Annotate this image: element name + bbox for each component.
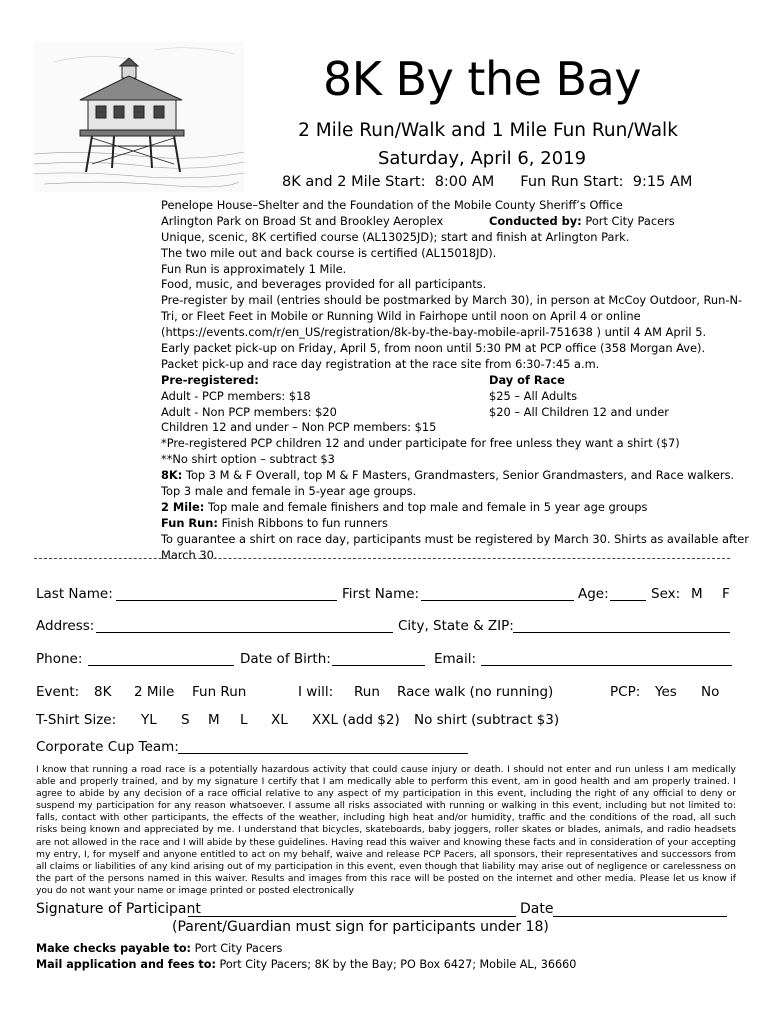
option-race-walk[interactable]: Race walk (no running) <box>397 684 554 700</box>
email-label: Email: <box>434 651 477 667</box>
tshirt-option-xl[interactable]: XL <box>271 712 288 728</box>
fees-line-2a: Adult - Non PCP members: $20 <box>161 404 337 419</box>
awards-line-1 <box>161 468 734 484</box>
awards-funrun-label: Fun Run: <box>161 515 218 530</box>
registration-line-1: Pre-register by mail (entries should be postmarked by March 30), in person at McCoy Outdoor, Run-N- <box>161 293 743 308</box>
fees-line-5: **No shirt option – subtract $3 <box>161 452 335 467</box>
corporate-cup-label: Corporate Cup Team: <box>36 739 179 755</box>
first-name-label: First Name: <box>342 586 420 602</box>
city-state-zip-label: City, State & ZIP: <box>398 618 514 634</box>
event-option-8k[interactable]: 8K <box>94 684 112 700</box>
awards-2mile-label: 2 Mile: <box>161 499 205 514</box>
start-8k: 8K and 2 Mile Start: 8:00 AM <box>282 174 495 190</box>
fees-day-of-race-heading: Day of Race <box>489 372 565 387</box>
awards-8k-label: 8K: <box>161 468 183 483</box>
awards-2mile-text: Top male and female finishers and top male and female in 5 year age groups <box>204 499 648 514</box>
tshirt-size-label: T-Shirt Size: <box>36 712 117 728</box>
sex-option-f[interactable]: F <box>722 586 730 602</box>
benefits-text: Penelope House–Shelter and the Foundation of the Mobile County Sheriff’s Office <box>161 198 623 212</box>
mail-application-label: Mail application and fees to: <box>36 958 216 971</box>
event-subtitle: 2 Mile Run/Walk and 1 Mile Fun Run/Walk <box>298 120 678 141</box>
address-label: Address: <box>36 618 95 634</box>
fees-line-1b: $25 – All Adults <box>489 388 578 403</box>
location-text: Arlington Park on Broad St and Brookley Aeroplex <box>161 213 444 228</box>
course-line-1: Unique, scenic, 8K certified course (AL13025JD); start and finish at Arlington Park. <box>161 229 630 244</box>
party-text: Food, music, and beverages provided for all participants. <box>161 277 487 292</box>
registration-line-4: Early packet pick-up on Friday, April 5, from noon until 5:30 PM at PCP office (358 Morgan Ave). <box>161 341 706 356</box>
date-label: Date <box>520 901 554 917</box>
checks-payable-label: Make checks payable to: <box>36 942 192 955</box>
start-fun-run: Fun Run Start: 9:15 AM <box>520 174 693 190</box>
corporate-cup-field[interactable] <box>178 740 468 754</box>
fees-line-3: Children 12 and under – Non PCP members: $15 <box>161 420 437 435</box>
address-field[interactable] <box>96 619 393 633</box>
tshirt-option-yl[interactable]: YL <box>141 712 157 728</box>
awards-line-4 <box>161 516 388 532</box>
start-times <box>282 172 692 192</box>
tshirt-option-xxl[interactable]: XXL (add $2) <box>312 712 400 728</box>
option-run[interactable]: Run <box>354 684 380 700</box>
checks-payable-line <box>36 942 282 955</box>
event-date: Saturday, April 6, 2019 <box>377 148 587 169</box>
event-label: Event: <box>36 684 80 700</box>
first-name-field[interactable] <box>421 587 574 601</box>
conducted-label: Conducted by: <box>489 213 582 228</box>
sex-option-m[interactable]: M <box>691 586 703 602</box>
phone-label: Phone: <box>36 651 83 667</box>
fees-line-2b: $20 – All Children 12 and under <box>489 404 669 419</box>
checks-payable-text: Port City Pacers <box>194 942 283 955</box>
dob-field[interactable] <box>332 652 425 666</box>
phone-field[interactable] <box>88 652 234 666</box>
tshirt-option-m[interactable]: M <box>208 712 220 728</box>
registration-line-3: (https://events.com/r/en_US/registration/8k-by-the-bay-mobile-april-751638 ) until 4 AM April 5. <box>161 325 707 340</box>
pcp-option-yes[interactable]: Yes <box>655 684 677 700</box>
age-field[interactable] <box>610 587 646 601</box>
pcp-option-no[interactable]: No <box>701 684 720 700</box>
course-line-3: Fun Run is approximately 1 Mile. <box>161 261 347 276</box>
awards-line-2: Top 3 male and female in 5-year age groups. <box>161 484 417 499</box>
event-option-2mile[interactable]: 2 Mile <box>134 684 175 700</box>
awards-8k-text: Top 3 M & F Overall, top M & F Masters, Grandmasters, Senior Grandmasters, and Race walkers. <box>182 468 735 483</box>
shirts-line-1: To guarantee a shirt on race day, participants must be registered by March 30. Shirts as available after <box>161 531 749 546</box>
last-name-label: Last Name: <box>36 586 113 602</box>
fees-preregistered-heading: Pre-registered: <box>161 372 259 387</box>
email-field[interactable] <box>481 652 732 666</box>
signature-field[interactable] <box>188 903 516 917</box>
fees-line-4: *Pre-registered PCP children 12 and under participate for free unless they want a shirt ($7) <box>161 436 680 451</box>
signature-label: Signature of Participant <box>36 901 201 917</box>
iwill-label: I will: <box>298 684 334 700</box>
city-state-zip-field[interactable] <box>513 619 730 633</box>
last-name-field[interactable] <box>116 587 337 601</box>
conducted-by <box>489 214 675 230</box>
registration-line-2: Tri, or Fleet Feet in Mobile or Running Wild in Fairhope until noon on April 4 or online <box>161 309 641 324</box>
tshirt-option-s[interactable]: S <box>181 712 190 728</box>
signature-date-field[interactable] <box>553 903 727 917</box>
conducted-text: Port City Pacers <box>585 213 675 228</box>
age-label: Age: <box>578 586 609 602</box>
tshirt-option-none[interactable]: No shirt (subtract $3) <box>414 712 560 728</box>
shirts-line-2: March 30. <box>161 547 218 562</box>
awards-line-3 <box>161 500 647 516</box>
lighthouse-sketch-image <box>34 42 244 192</box>
event-title: 8K By the Bay <box>322 52 642 106</box>
mail-application-text: Port City Pacers; 8K by the Bay; PO Box 6427; Mobile AL, 36660 <box>219 958 577 971</box>
mail-application-line <box>36 958 576 971</box>
cut-line-divider <box>34 558 730 559</box>
guardian-note: (Parent/Guardian must sign for participants under 18) <box>172 919 549 935</box>
registration-line-5: Packet pick-up and race day registration at the race site from 6:30-7:45 a.m. <box>161 356 600 371</box>
awards-funrun-text: Finish Ribbons to fun runners <box>217 515 388 530</box>
course-line-2: The two mile out and back course is certified (AL15018JD). <box>161 245 497 260</box>
liability-waiver-text: I know that running a road race is a potentially hazardous activity that could cause injury or death. I should not enter and run unless I am medically able and properly trained, and by my signature I certify that I am medically able to perform this event, am in good health and am properly trained. I agree to abide by any decision of a race official relative to any aspect of my participation in this event, including the right of any official to deny or suspend my participation for any reason whatsoever. I assume all risks associated with running or walking in this event, including but not limited to: falls, contact with other participants, the effects of the weather, including high heat and/or humidity, traffic and the conditions of the road, all such risks being known and appreciated by me. I understand that bicycles, skateboards, baby joggers, roller skates or blades, animals, and radio headsets are not allowed in the race and I will abide by these guidelines. Having read this waiver and knowing these facts and in consideration of your accepting my entry, I, for myself and anyone entitled to act on my behalf, waive and release PCP Pacers, all sponsors, their representatives and successors from all claims or liabilities of any kind arising out of my participation in this event, even though that liability may arise out of negligence or carelessness on the part of the persons named in this waiver. Results and images from this race will be posted on the internet and other media. Please let us know if you do not want your name or image printed or posted electronically <box>36 764 736 896</box>
tshirt-option-l[interactable]: L <box>240 712 248 728</box>
event-option-funrun[interactable]: Fun Run <box>192 684 247 700</box>
sex-label: Sex: <box>651 586 681 602</box>
fees-line-1a: Adult - PCP members: $18 <box>161 388 311 403</box>
pcp-label: PCP: <box>610 684 641 700</box>
dob-label: Date of Birth: <box>240 651 331 667</box>
